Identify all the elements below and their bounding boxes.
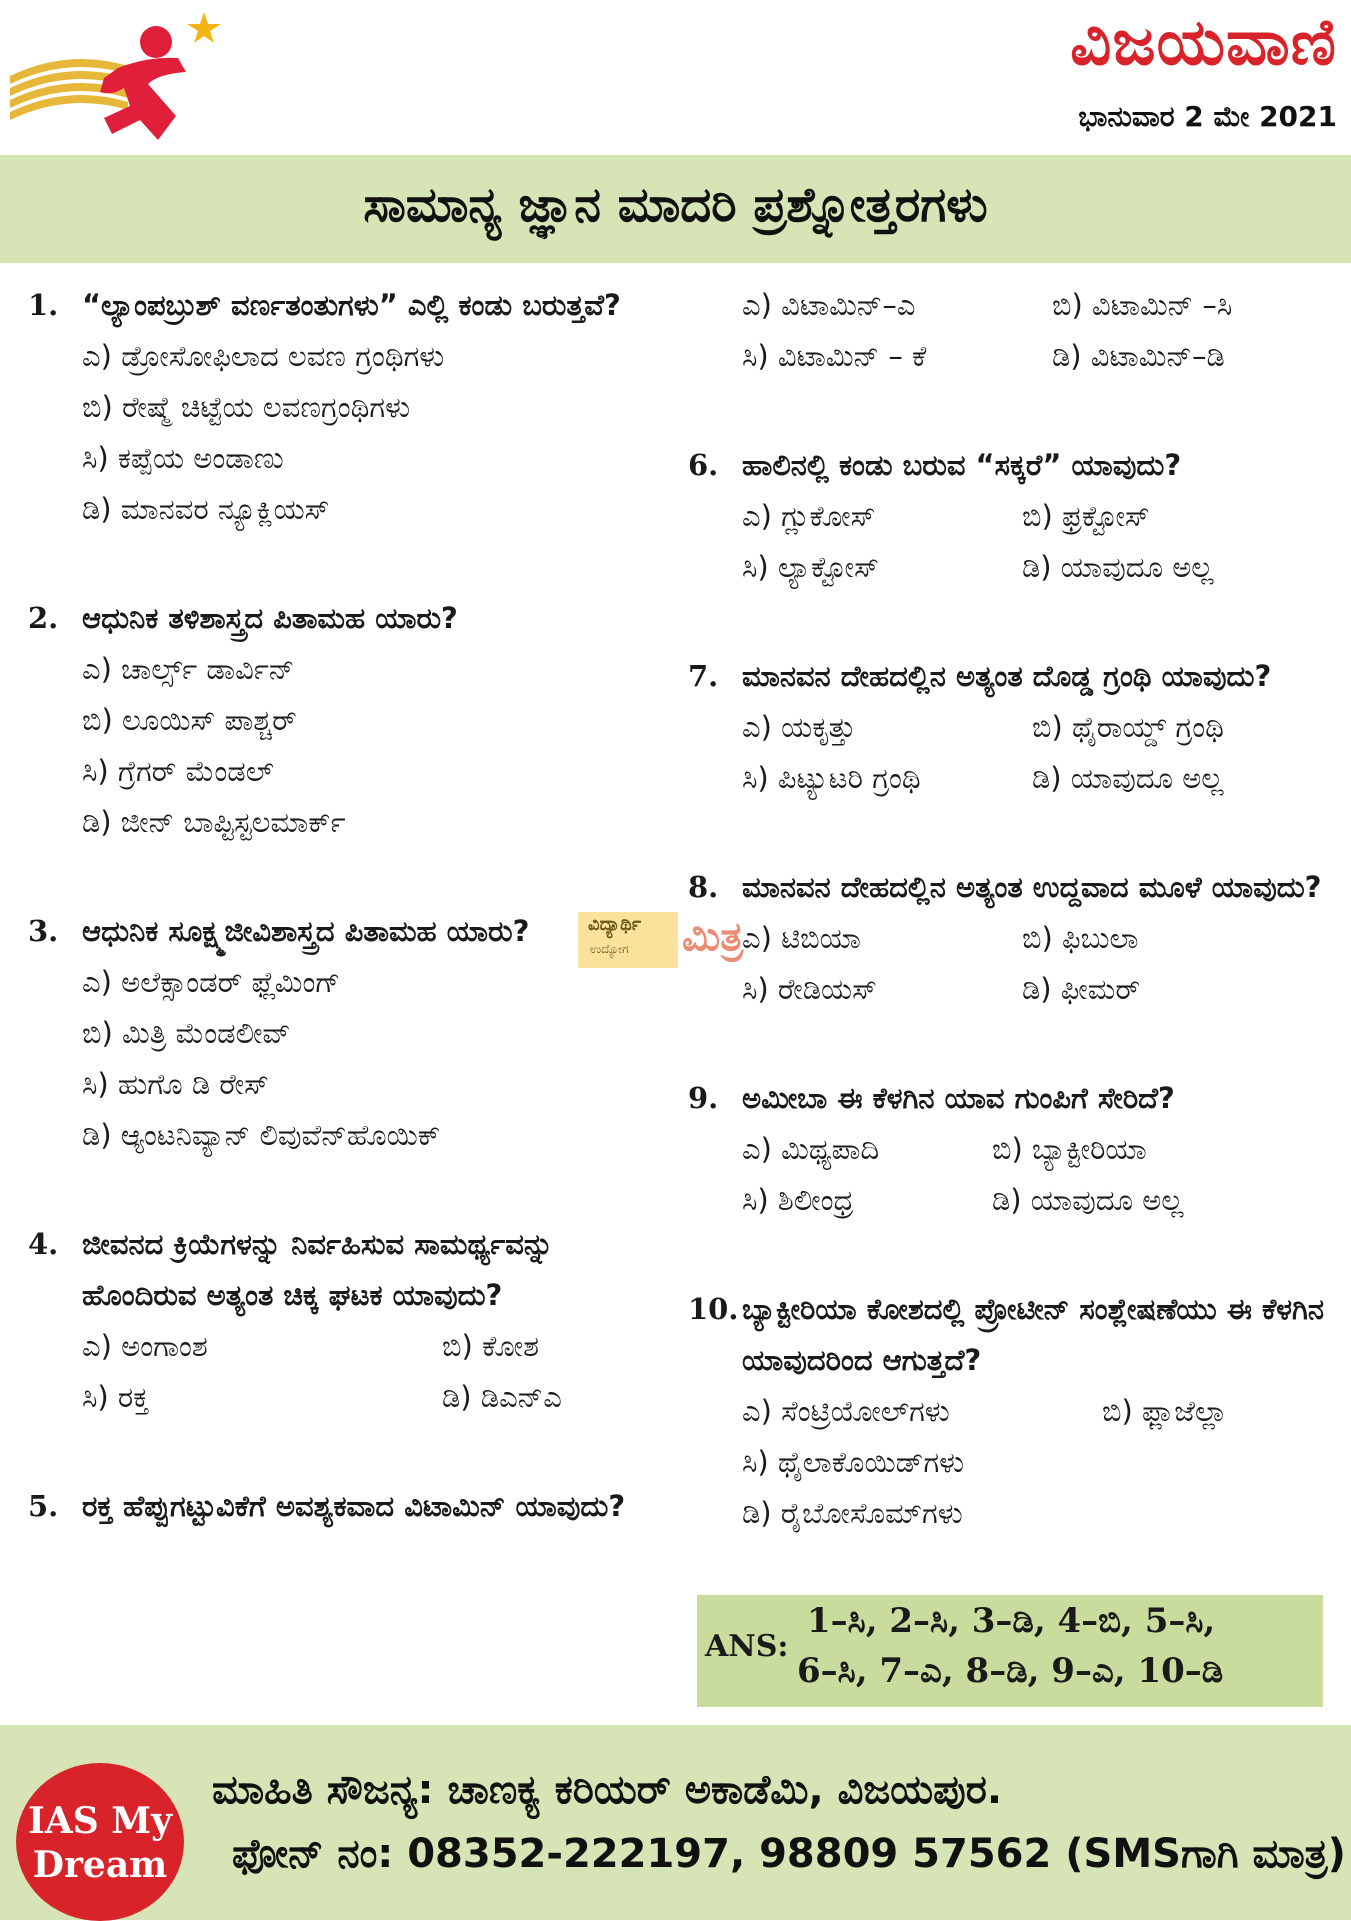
question-text: ಆಧುನಿಕ ತಳಿಶಾಸ್ತ್ರದ ಪಿತಾಮಹ ಯಾರು? xyxy=(82,601,458,635)
badge-line-2: Dream xyxy=(32,1844,168,1886)
option: ಸಿ) ಶಿಲೀಂಧ್ರ xyxy=(742,1183,854,1217)
answer-line-2: 6–ಸಿ, 7–ಎ, 8–ಡಿ, 9–ಎ, 10–ಡಿ xyxy=(797,1651,1224,1691)
option: ಡಿ) ಫೀಮರ್ xyxy=(1022,972,1141,1006)
option: ಎ) ಗ್ಲುಕೋಸ್ xyxy=(742,499,876,533)
question-number: 8. xyxy=(688,870,719,904)
option: ಸಿ) ಪಿಟ್ಯುಟರಿ ಗ್ರಂಥಿ xyxy=(742,761,921,795)
option: ಬಿ) ರೇಷ್ಮೆ ಚಿಟ್ಟೆಯ ಲವಣಗ್ರಂಥಿಗಳು xyxy=(82,390,411,424)
option-row xyxy=(742,280,1328,331)
answer-line-1: 1–ಸಿ, 2–ಸಿ, 3–ಡಿ, 4–ಬಿ, 5–ಸಿ, xyxy=(807,1601,1216,1641)
question-3 xyxy=(28,906,668,1161)
option-row xyxy=(742,491,1328,542)
option: ಎ) ಅಲೆಕ್ಸಾಂಡರ್ ಫ್ಲೆಮಿಂಗ್ xyxy=(82,965,341,999)
option: ಎ) ಚಾರ್ಲ್ಸ್ ಡಾರ್ವಿನ್ xyxy=(82,652,295,686)
question-number: 3. xyxy=(28,914,59,948)
option: ಡಿ) ಯಾವುದೂ ಅಲ್ಲ xyxy=(992,1183,1184,1217)
question-9 xyxy=(688,1073,1328,1226)
option: ಸಿ) ವಿಟಾಮಿನ್ – ಕೆ xyxy=(742,339,927,373)
question-text: ಜೀವನದ ಕ್ರಿಯೆಗಳನ್ನು ನಿರ್ವಹಿಸುವ ಸಾಮರ್ಥ್ಯವನ್ನು ಹೊಂದಿರುವ ಅತ್ಯಂತ ಚಿಕ್ಕ ಘಟಕ ಯಾವುದು? xyxy=(82,1227,554,1312)
question-6 xyxy=(688,440,1328,593)
option: ಎ) ಸೆಂಟ್ರಿಯೋಲ್‌ಗಳು xyxy=(742,1394,950,1428)
question-8 xyxy=(688,862,1328,1015)
option: ಸಿ) ಗ್ರೆಗರ್ ಮೆಂಡಲ್ xyxy=(82,754,274,788)
option: ಬಿ) ವಿಟಾಮಿನ್ –ಸಿ xyxy=(1052,288,1233,322)
option: ಸಿ) ಥೈಲಾಕೊಯಿಡ್‌ಗಳು xyxy=(742,1445,965,1479)
option: ಎ) ಯಕೃತ್ತು xyxy=(742,710,856,744)
vijayavani-logo xyxy=(8,8,228,148)
phone-text: ಫೋನ್ ನಂ: 08352-222197, 98809 57562 (SMSಗಾಗಿ ಮಾತ್ರ) xyxy=(232,1831,1346,1877)
option: ಡಿ) ರೈಬೋಸೊಮ್‌ಗಳು xyxy=(742,1496,963,1530)
option: ಸಿ) ರಕ್ತ xyxy=(82,1380,149,1414)
option: ಡಿ) ಮಾನವರ ನ್ಯೂಕ್ಲಿಯಸ್ xyxy=(82,492,330,526)
option-row xyxy=(82,1321,668,1372)
option: ಬಿ) ಲೂಯಿಸ್ ಪಾಶ್ಚರ್ xyxy=(82,703,297,737)
option-row xyxy=(742,542,1328,593)
option-row xyxy=(82,1372,668,1423)
question-2 xyxy=(28,593,668,848)
question-number: 7. xyxy=(688,659,719,693)
option: ಡಿ) ಜೀನ್ ಬಾಪ್ಟಿಸ್ಟಲಮಾರ್ಕ್ xyxy=(82,805,346,839)
option: ಡಿ) ಆ್ಯಂಟನಿವ್ಯಾನ್ ಲಿವುವೆನ್‌ಹೊಯಿಕ್ xyxy=(82,1118,441,1152)
watermark-sub: ಉದ್ಯೋಗ xyxy=(590,942,629,956)
question-number: 10. xyxy=(688,1292,739,1326)
ias-my-dream-badge xyxy=(16,1763,184,1921)
option-row xyxy=(742,702,1328,753)
issue-date: ಭಾನುವಾರ 2 ಮೇ 2021 xyxy=(1078,100,1337,133)
question-text: ಬ್ಯಾಕ್ಟೀರಿಯಾ ಕೋಶದಲ್ಲಿ ಪ್ರೋಟೀನ್ ಸಂಶ್ಲೇಷಣೆಯು ಈ ಕೆಳಗಿನ ಯಾವುದರಿಂದ ಆಗುತ್ತದೆ? xyxy=(742,1292,1324,1377)
left-column xyxy=(28,280,668,1532)
title-band xyxy=(0,155,1351,263)
watermark-top: ವಿದ್ಯಾರ್ಥಿ xyxy=(588,914,642,935)
question-5 xyxy=(28,1481,668,1532)
question-number: 6. xyxy=(688,448,719,482)
page-footer xyxy=(0,1725,1351,1920)
option: ಸಿ) ಕಪ್ಪೆಯ ಅಂಡಾಣು xyxy=(82,441,284,475)
question-10 xyxy=(688,1284,1328,1539)
question-number: 4. xyxy=(28,1227,59,1261)
question-text: ರಕ್ತ ಹೆಪ್ಪುಗಟ್ಟುವಿಕೆಗೆ ಅವಶ್ಯಕವಾದ ವಿಟಾಮಿನ್ ಯಾವುದು? xyxy=(82,1489,626,1523)
option-row xyxy=(742,331,1328,382)
answer-label: ANS: xyxy=(705,1629,789,1664)
question-text: ಆಧುನಿಕ ಸೂಕ್ಷ್ಮಜೀವಿಶಾಸ್ತ್ರದ ಪಿತಾಮಹ ಯಾರು? xyxy=(82,914,530,948)
right-column xyxy=(688,280,1328,1539)
newspaper-brand: ವಿಜಯವಾಣಿ xyxy=(1070,6,1337,80)
option: ಬಿ) ಕೋಶ xyxy=(442,1329,539,1363)
page-header xyxy=(0,0,1351,155)
option: ಬಿ) ಫಿಬುಲಾ xyxy=(1022,921,1139,955)
question-number: 2. xyxy=(28,601,59,635)
option-row xyxy=(742,913,1328,964)
question-text: ಮಾನವನ ದೇಹದಲ್ಲಿನ ಅತ್ಯಂತ ಉದ್ದವಾದ ಮೂಳೆ ಯಾವುದು? xyxy=(742,870,1322,904)
option: ಎ) ಅಂಗಾಂಶ xyxy=(82,1329,208,1363)
option-row xyxy=(742,964,1328,1015)
question-text: ಅಮೀಬಾ ಈ ಕೆಳಗಿನ ಯಾವ ಗುಂಪಿಗೆ ಸೇರಿದೆ? xyxy=(742,1081,1175,1115)
option: ಬಿ) ಮಿತ್ರಿ ಮೆಂಡಲೀವ್ xyxy=(82,1016,291,1050)
answer-key xyxy=(697,1595,1323,1707)
question-number: 5. xyxy=(28,1489,59,1523)
option: ಎ) ಮಿಥ್ಯಪಾದಿ xyxy=(742,1132,880,1166)
option: ಸಿ) ರೇಡಿಯಸ್ xyxy=(742,972,877,1006)
option: ಬಿ) ಫ್ರಕ್ಟೋಸ್ xyxy=(1022,499,1150,533)
question-text: ಹಾಲಿನಲ್ಲಿ ಕಂಡು ಬರುವ “ಸಕ್ಕರೆ” ಯಾವುದು? xyxy=(742,448,1182,482)
credit-text: ಮಾಹಿತಿ ಸೌಜನ್ಯ: ಚಾಣಕ್ಯ ಕರಿಯರ್ ಅಕಾಡೆಮಿ, ವಿಜಯಪುರ. xyxy=(212,1767,1003,1813)
option-row xyxy=(742,1386,1328,1437)
badge-line-1: IAS My xyxy=(27,1800,173,1842)
question-text: ಮಾನವನ ದೇಹದಲ್ಲಿನ ಅತ್ಯಂತ ದೊಡ್ಡ ಗ್ರಂಥಿ ಯಾವುದು? xyxy=(742,659,1272,693)
option: ಬಿ) ಬ್ಯಾಕ್ಟೀರಿಯಾ xyxy=(992,1132,1147,1166)
question-number: 9. xyxy=(688,1081,719,1115)
option: ಎ) ವಿಟಾಮಿನ್–ಎ xyxy=(742,288,916,322)
question-text: “ಲ್ಯಾಂಪಬ್ರುಶ್ ವರ್ಣತಂತುಗಳು” ಎಲ್ಲಿ ಕಂಡು ಬರುತ್ತವೆ? xyxy=(82,288,621,322)
question-5-options xyxy=(688,280,1328,382)
option-row xyxy=(742,1175,1328,1226)
option-row xyxy=(742,753,1328,804)
option: ಸಿ) ಲ್ಯಾಕ್ಟೋಸ್ xyxy=(742,550,879,584)
question-7 xyxy=(688,651,1328,804)
option: ಡಿ) ಯಾವುದೂ ಅಲ್ಲ xyxy=(1022,550,1214,584)
option: ಡಿ) ಯಾವುದೂ ಅಲ್ಲ xyxy=(1032,761,1224,795)
question-4 xyxy=(28,1219,668,1423)
vidyarthi-mitra-watermark xyxy=(578,908,778,978)
option: ಸಿ) ಹುಗೊ ಡಿ ರೇಸ್ xyxy=(82,1067,269,1101)
option: ಡಿ) ಡಿಎನ್‌ಎ xyxy=(442,1380,562,1414)
option: ಎ) ಟಿಬಿಯಾ xyxy=(742,921,861,955)
option: ಬಿ) ಫ್ಲಾಜೆಲ್ಲಾ xyxy=(1102,1394,1228,1428)
question-number: 1. xyxy=(28,288,59,322)
option-row xyxy=(742,1124,1328,1175)
option: ಬಿ) ಥೈರಾಯ್ಡ್ ಗ್ರಂಥಿ xyxy=(1032,710,1224,744)
option: ಎ) ಡ್ರೋಸೋಫಿಲಾದ ಲವಣ ಗ್ರಂಥಿಗಳು xyxy=(82,339,445,373)
page-title: ಸಾಮಾನ್ಯ ಜ್ಞಾನ ಮಾದರಿ ಪ್ರಶ್ನೋತ್ತರಗಳು xyxy=(363,177,988,233)
watermark-brand: ಮಿತ್ರ xyxy=(682,914,744,960)
question-1 xyxy=(28,280,668,535)
option: ಡಿ) ವಿಟಾಮಿನ್–ಡಿ xyxy=(1052,339,1225,373)
